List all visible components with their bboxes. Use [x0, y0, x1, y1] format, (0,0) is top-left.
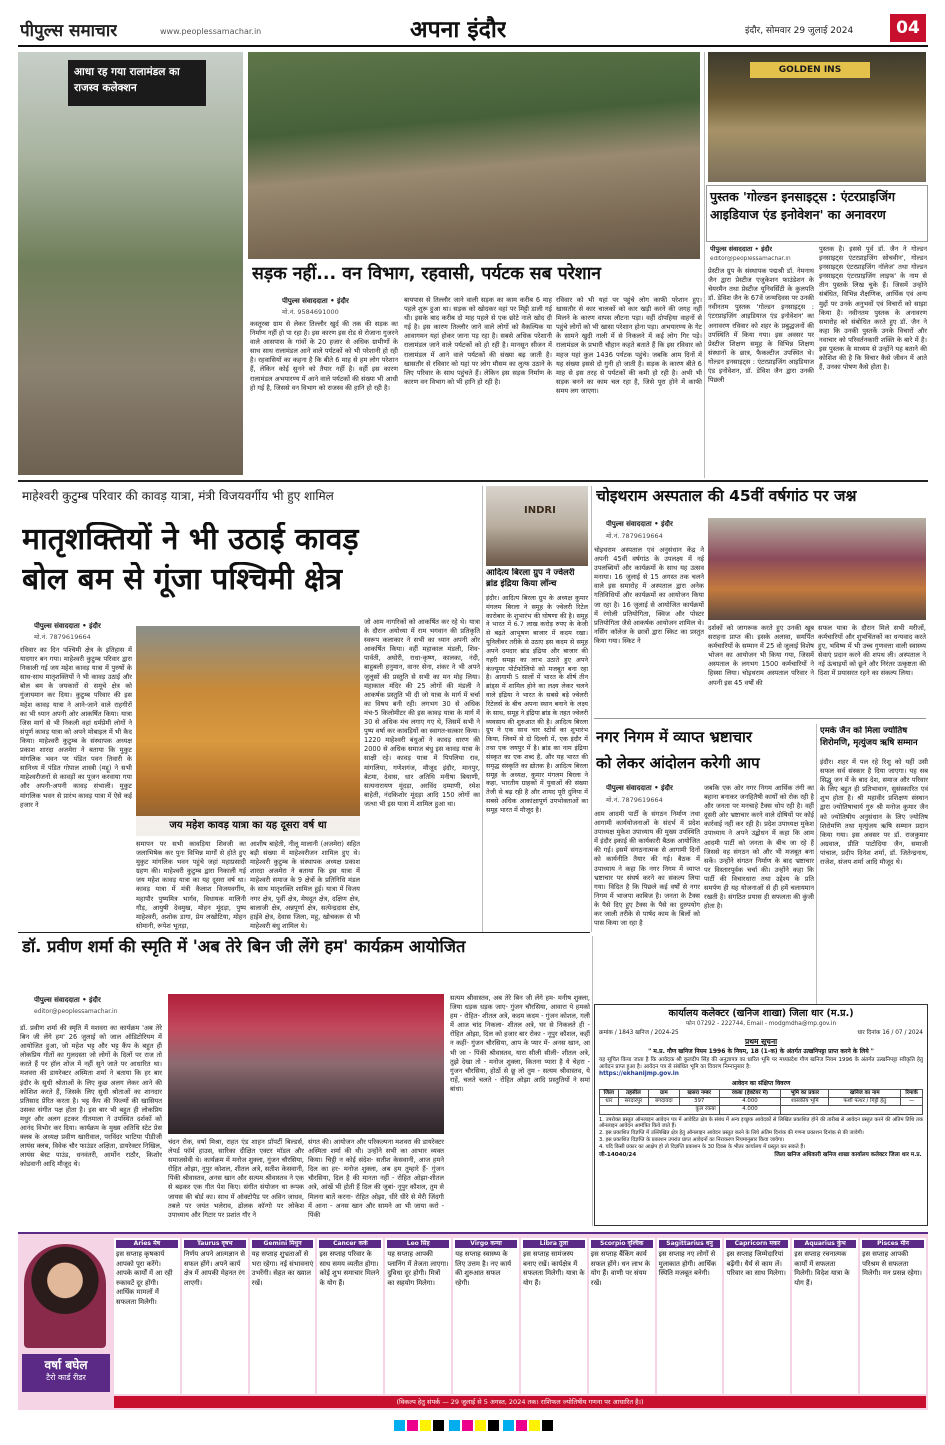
table-header: तहसील — [618, 1089, 648, 1097]
kawad-headline-2: बोल बम से गूंजा पश्चिमी क्षेत्र — [22, 562, 343, 597]
sign-name: मेष — [153, 1240, 161, 1247]
table-header: भूमि का प्रकार — [781, 1089, 829, 1097]
notice-portal-link[interactable]: https://ekhanijmp.gov.in — [599, 1070, 679, 1077]
jewelry-col: इंदौर। आदित्य बिरला ग्रुप के अध्यक्ष कुमार मंगलम बिरला ने समूह के ज्वेलरी रिटेल कारोबार के शुभारंभ की घोषणा की है। समूह ने भारत में 6.7 लाख करोड़ रुपए के केजी से बढ़ते आभूषण बाजार में कदम रखा। यूनिलीवर तरीके से उठाए इस कदम से समूह अपने दमदार ब्रांड इंद्रिया और बाजार की गहरी समझ का लाभ उठाते हुए अपने कंज्यूमर पोर्टफोलियो को मजबूत बना रहा है। आगामी 5 सालों में भारत के शीर्ष तीन ब्रांड्स में शामिल होने का लक्ष्य लेकर चलने वाले इंद्रिया ने भारत के सबसे बड़े ज्वेलरी रिटेलर्स के बीच अपना स्थान बनाने के लक्ष्य के साथ, समूह ने इंद्रिया ब्रांड के तहत ज्वेलरी व्यवसाय की शुरुआत की है। आदित्य बिरला ग्रुप ने एक साथ चार स्टोर्स का शुभारंभ किया, जिनमें से दो दिल्ली में, एक इंदौर में तथा एक जयपुर में है। ब्रांड का नाम इंद्रिया संस्कृत का एक शब्द है, और यह भारत की समृद्ध संस्कृति का द्योतक है। आदित्य बिरला समूह के अध्यक्ष, कुमार मंगलम बिरला ने कहा, भारतीय ग्राहकों में युवाओं की संख्या तेजी से बढ़ रही है और शायद पूरी दुनिया में सबसे अधिक आकांक्षापूर्ण उपभोक्ताओं का समूह भारत में मौजूद है। — [486, 594, 588, 814]
table-header: जिला — [600, 1089, 619, 1097]
table-header: रकबा (हेक्टेयर में) — [719, 1089, 780, 1097]
sign-text: इस सप्ताह नए लोगों से मुलाकात होगी। आर्थिक स्थिति मजबूत बनेगी। — [658, 1250, 717, 1278]
sign-text: इस सप्ताह रचनात्मक कार्यों में सफलता मिलेगी। विदेश यात्रा के योग हैं। — [794, 1250, 850, 1287]
notice-signoff: जिला खनिज अधिकारी खनिज शाखा कार्यालय कलेक्टर जिला धार म.प्र. — [774, 1152, 922, 1159]
sign-name-en: Virgo — [470, 1240, 489, 1247]
kawad-col-a: समापन पर सभी कावड़िया शिवजी का जलाभिषेक कर पुनः विभिन्न मार्गों से होते हुए मुकुट मांगलिक भवन पहुंचे जहां महाप्रसादी ग्रहण की। माहेश्वरी कुटुम्ब द्वारा निकाली गई जय महेश कावड़ यात्रा का यह दूसरा वर्ष था। कावड़ यात्रा में मंत्री कैलाश विजयवर्गीय, महापौर पुष्यमित्र भार्गव, विधायक मालिनी गौड़, आयुषी देवमुख, मोहन मूंदड़ा, पुष्प माहेश्वरी, अशोक डागा, प्रेम लखोटिया, मोहन सोमानी, रूपेश भूतड़ा, — [136, 840, 246, 930]
sign-name-en: Sagittarius — [666, 1240, 704, 1247]
kawad-crowd-photo — [136, 626, 360, 836]
rule-corruption-award — [816, 724, 817, 1004]
sign-name: मिथुन — [289, 1240, 302, 1247]
table-cell: बगदावदा — [649, 1098, 679, 1106]
book-col-1: प्रेस्टीज ग्रुप के संस्थापक पद्मश्री डॉ. नेमनाथ जैन द्वारा प्रेस्टीज एजुकेशन फाउंडेशन के चेयरमैन तथा प्रेस्टीज यूनिवर्सिटी के कुलपति डॉ. डेविश जैन के 67वें जन्मदिवस पर उनकी नवीनतम पुस्तक 'गोल्डन इनसाइट्स : एंटरप्राइजिंग आइडियाज एंड इनोवेशन' का अनावरण रविवार को शहर के प्रबुद्धजनों की उपस्थिति में किया गया। इस अवसर पर प्रेस्टीज शिक्षण समूह के विभिन्न शिक्षण संस्थानों के छात्र, फैकल्टीज उपस्थित थे। गोल्डन इनसाइट्स : एंटरप्राइजिंग आइडियाज एंड इनोवेशन, डॉ. डेविश जैन द्वारा उनकी पिछली — [708, 267, 814, 385]
choithram-byline: पीपुल्स संवाददाता • इंदौर — [606, 520, 673, 528]
choithram-headline: चोइथराम अस्पताल की 45वीं वर्षगांठ पर जश्न — [596, 487, 857, 505]
choithram-col-1: चोइथराम अस्पताल एवं अनुसंधान केंद्र ने अपनी 45वीं वर्षगांठ के उपलक्ष्य में नई उपलब्धियों और कार्यक्रमों के साथ यह उत्सव मनाया। 16 जुलाई से 15 अगस्त तक चलने वाले इस समारोह में अस्पताल द्वारा अनेक गतिविधियों और कार्यक्रमों का आयोजन किया जा रहा है। 16 जुलाई से आयोजित कार्यक्रमों में रंगोली प्रतियोगिता, क्विज और पोस्टर प्रतियोगिता जैसे आकर्षक आयोजन शामिल थे। नर्सिंग कॉलेज के छात्रों द्वारा स्किट का प्रस्तुत किया गया। स्किट ने — [594, 546, 704, 645]
notice-ref: क्रमांक / 1843 खनिज / 2024-25 — [599, 1029, 679, 1036]
sign-text: इस सप्ताह सामंजस्य बनाए रखें। कार्यक्षेत्र में सफलता मिलेगी। यात्रा के योग हैं। — [522, 1250, 585, 1287]
sign-gemini — [250, 1238, 316, 1394]
photo-caption: आधा रह गया रालामंडल का राजस्व कलेक्शन — [74, 66, 180, 94]
photo-caption-box — [68, 60, 206, 106]
kawad-photo-caption: जय महेश कावड़ यात्रा का यह दूसरा वर्ष था — [169, 820, 327, 831]
section-title: अपना इंदौर — [410, 17, 507, 43]
notice-point: 4. यदि किसी प्रकार का आक्षेप हो तो विज्ञप्ति प्रकाशन के 30 दिवस के भीतर कार्यालय में प्रस्तुत कर सकते हैं। — [599, 1143, 806, 1150]
horoscope-strip — [18, 1232, 928, 1410]
table-cell: फर्शी पत्थर / गिट्टी हेतु — [829, 1098, 901, 1106]
sign-name-en: Aquarius — [804, 1240, 835, 1247]
praveen-col-1: डॉ. प्रवीण शर्मा की स्मृति में मशवरा का कार्यक्रम 'अब तेरे बिन जी लेंगे हम' 26 जुलाई को जाल ऑडिटोरियम में आयोजित हुआ, जो महेश भट्ट और भट्ट कैंप के बहुत ही लोकप्रिय गीतों का गुलदस्ता जो लोगों के दिलों पर राज तो करते हैं पर हॉल शोज में नहीं सुने जाते पर आधारित था। मशवरा की डायरेक्टर अस्मिता शर्मा ने बताया कि हर बार इंदौर के सुधी श्रोताओं के लिए कुछ अलग लेकर आने की कोशिश करते हैं, जिसके लिए सुधी श्रोताओं का शानदार प्रतिसाद प्रेरित करता है। भट्ट कैंप की फिल्मों की खासियत उसका संगीत पक्ष होता है। इस बार भी बहुत ही लोकप्रिय मधुर और अलग हटकर गीतमाला ने उपस्थित दर्शकों को आनंद विभोर कर दिया। कार्यक्रम के मुख्य अतिथि स्टेट प्रेस क्लब के अध्यक्ष प्रवीण खारीवाल, परविंदर भाटिया पीडीजी लायंस क्लब, विवेक चौर फाउंडर अक्षिता, डायरेक्टर निखिल, लायंस बेस्ट पाउंड, धनवंतरी, आर्मोन राठौर, किशोर कोडवानी आदि मौजूद थे। — [20, 1024, 162, 1169]
book-byline: पीपुल्स संवाददाता • इंदौर — [710, 245, 773, 253]
sign-leo — [385, 1238, 451, 1394]
table-cell: धार — [600, 1098, 619, 1106]
sign-text: यह सप्ताह शुभ्रताओं से भरा रहेगा। नई संभावनाएं उभरेंगी। सेहत का ख्याल रखें। — [251, 1250, 314, 1287]
astrologer-name: वर्षा बघेल — [44, 1358, 88, 1372]
sign-text: इस सप्ताह आपकी परिश्रम से सफलता मिलेगी। मन प्रसन्न रहेगा। — [862, 1250, 922, 1278]
kawad-byline: पीपुल्स संवाददाता • इंदौर — [34, 622, 101, 630]
table-header: ग्राम — [649, 1089, 679, 1097]
choithram-col-3: सफल यात्रा के दौरान मिले सभी मरीजों, कर्मचारियों और शुभचिंतकों का धन्यवाद करते हुए, भविष्य में भी उच्च गुणवत्ता वाली स्वास्थ्य सेवाएं प्रदान करने की शपथ ली। अस्पताल ने नई ऊंचाइयों को छूने और निरंतर उत्कृष्टता की दिशा में प्रयासरत रहने का संकल्प लिया। — [818, 624, 926, 678]
notice-point: 2. इस प्रकाशित विज्ञप्ति में उल्लिखित क्षेत्र हेतु ऑनलाइन आवेदन प्रस्तुत करने के लिये अंतिम दिनांक की गणना प्रकाशन दिनांक से की जावेगी। — [599, 1130, 864, 1137]
sign-name-en: Pisces — [877, 1240, 899, 1247]
rule-top-fold — [18, 480, 928, 482]
corruption-byline: पीपुल्स संवाददाता • इंदौर — [606, 784, 673, 792]
sign-taurus — [182, 1238, 248, 1394]
notice-points — [599, 1117, 923, 1151]
sign-name: कर्क — [358, 1240, 368, 1247]
horoscope-footer: (विकल्प हेतु संपर्क — 29 जुलाई से 5 अगस्त, 2024 तक। राशिफल ज्योतिषीय गणना पर आधारित है।) — [114, 1396, 926, 1408]
rule-mid — [18, 932, 590, 933]
notice-title: प्रथम सूचना — [744, 1037, 778, 1047]
sign-name: वृषभ — [221, 1240, 233, 1247]
sign-name: कुंभ — [836, 1240, 846, 1247]
award-headline: एमके जैन को मिला ज्योतिष शिरोमणि, मृत्युंजय ऋषि सम्मान — [820, 726, 918, 748]
notice-point: 1. उपरोक्त प्रस्तुत ऑनलाइन आवेदन पत्र में आवेदित क्षेत्र के संबंध में अन्य इच्छुक आवेदकों से लिखित प्रकाशित होने की तारीख से आवेदन प्रस्तुत करने की अंतिम तिथि तक ऑनलाइन आवेदन आमंत्रित किये जाते हैं। — [599, 1116, 923, 1130]
table-cell: 397 — [679, 1098, 719, 1106]
dateline: इंदौर, सोमवार 29 जुलाई 2024 — [745, 26, 854, 36]
kawad-headline-1: मातृशक्तियों ने भी उठाई कावड़ — [22, 522, 359, 557]
kawad-col-1: रविवार का दिन पश्चिमी क्षेत्र के इतिहास में यादगार बन गया। माहेश्वरी कुटुम्ब परिवार द्वारा निकाली गई जय महेश कावड़ यात्रा में पुरुषों के साथ-साथ मातृशक्तियों ने भी कावड़ उठाई और बोल बम के जयकारों से समूचे क्षेत्र को गुंजायमान कर दिया। कुटुम्ब परिवार की इस महेश कावड़ यात्रा ने आने-जाने वाले राहगीरों का भी ध्यान अपनी ओर आकर्षित किया। यात्रा जिस मार्ग से भी निकली वहां धर्मप्रेमी लोगों ने संपूर्ण कावड़ यात्रा को अपने मोबाइल में भी कैद किया। माहेश्वरी कुटुम्ब के संस्थापक अध्यक्ष प्रकाश शारदा अजमेरा ने बताया कि मुकुट मांगलिक भवन पर पंडित पवन तिवारी के सानिध्य में पंडित गोपाल शास्त्री (मद्दू) ने सभी माहेश्वरीजनों से कावड़ों का पूजन करवाया गया और अपनी-अपनी कावड़ संभाली। मुकुट मांगलिक भवन से प्रारंभ कावड़ यात्रा में ऐसे कई हजार ने — [20, 646, 132, 809]
corruption-headline-1: नगर निगम में व्याप्त भ्रष्टाचार — [596, 728, 753, 746]
kawad-kicker: माहेश्वरी कुटुम्ब परिवार की कावड़ यात्रा, मंत्री विजयवर्गीय भी हुए शामिल — [22, 489, 334, 503]
masthead-rule — [18, 45, 928, 47]
page-number: 04 — [890, 14, 926, 42]
table-cell: सरदारपुर — [618, 1098, 648, 1106]
jewelry-caption: आदित्य बिरला ग्रुप ने ज्वेलरी ब्रांड इंद्रिया किया लॉन्च — [486, 568, 575, 590]
sign-text: निर्णय अपने आत्मज्ञान से सफल होंगे। अपने कार्य क्षेत्र में आपकी मेहनत रंग लाएगी। — [183, 1250, 245, 1287]
notice-table — [599, 1089, 923, 1115]
sign-libra — [521, 1238, 587, 1394]
notice-subtitle: " म.प्र. गौण खनिज नियम 1996 के नियम, 18 (1-क) के अंतर्गत उत्खनिपट्टा प्राप्त करने के लिये " — [648, 1047, 874, 1055]
sign-name: धनु — [705, 1240, 713, 1247]
notice-table-header-row — [600, 1089, 923, 1097]
sign-name: कन्या — [490, 1240, 502, 1247]
sign-name-en: Gemini — [263, 1240, 288, 1247]
rahas-byline: पीपुल्स संवाददाता • इंदौर — [282, 297, 349, 305]
rule-kawad-jewelry — [482, 486, 483, 932]
praveen-email: editor@peoplessamachar.in — [34, 1008, 118, 1015]
sign-text: इस सप्ताह परिवार के साथ समय व्यतीत होगा। कोई शुभ समाचार मिलने के योग हैं। — [319, 1250, 380, 1287]
book-col-2: पुस्तक है। इससे पूर्व डॉ. जैन ने गोल्डन इनसाइट्स एंटरप्राइजिंग सोचवीन', गोल्डन इनसाइट्स एंटरप्राइजिंग नॉलेज' तथा गोल्डन इनसाइट्स एंटरप्राइजिंग लाइफ' के नाम से तीन पुस्तकें लिख चुके हैं। जिसमें उन्होंने संबंधित, विभिन्न शैक्षणिक, आर्थिक एवं अन्य मुद्दों पर उनके अनुभवों एवं विचारों को साझा किया है। नवीनतम पुस्तक के अनावरण समारोह को संबोधित करते हुए डॉ. जैन ने कहा कि उनकी पुस्तकें उनके विचारों और नवाचार को परिवर्तनकारी शक्ति के बारे में है। इस पुस्तक के माध्यम से उन्होंने यह बताने की कोशिश की है कि विचार कैसे जीवन में आते हैं, उनका पोषण कैसे होता है। — [819, 245, 927, 372]
table-row — [600, 1098, 923, 1106]
praveen-col-2: चंदन रोक, वर्षा मिश्रा, राहत एंड शाहन प्रॉपर्टी बिल्डर्स, लेपर्ड फॉर्म हाउस, सारिका दीक्षित एक्टर मॉडल और समाजसेवी थे। कार्यक्रम में मनोज शुक्ला, गुंजन चौरसिया, रोहित ओझा, नूपुर कोशल, शीतल अत्रे, सतीश केसवानी, पिंकी श्रीवास्तव, अनस खान और सत्यम श्रीवास्तव ने एक से बढ़कर एक गीत पेश किए। संगीत संयोजन था रूपक जायस की बोर्ड का। साथ में ऑक्टोपैड पर अविन जाधव, तबले पर जयंत भलेराव, ढोलक कॉन्गो पर लोकेश उपाध्याय और गिटार पर प्रशांत गौर ने — [168, 1138, 304, 1219]
corruption-col-1: आम आदमी पार्टी के संगठन निर्माण तथा आगामी कार्ययोजनाओं के संदर्भ में प्रदेश उपाध्यक्ष मुकेश उपाध्याय की मुख्य उपस्थिति में इंदौर इकाई की कार्यकारी बैठक आयोजित की गई। इसमें संगठनात्मक से आगामी दिनों को कार्यनीति तैयार की गई। बैठक में उपाध्याय ने कहा कि नगर निगम में व्याप्त भ्रष्टाचार पर संघर्ष करने का संकल्प लिया गया। विदित है कि पिछले कई वर्षों से नगर निगम में भाजपा काबिज है। जनता के टैक्स के पैसे दिए हुए टैक्स के पैसे का दुरुपयोग कर जाली तरीके से पार्षद काम के बिलों को पास किया जा रहा है — [594, 810, 700, 928]
jewelry-launch-photo — [486, 486, 588, 566]
notice-footer-ref: जी-14040/24 — [599, 1152, 637, 1159]
choithram-mobile: मो.नं. 7879619664 — [606, 532, 663, 540]
table-total-label: कुल रकबा — [600, 1106, 720, 1114]
sign-aries — [114, 1238, 180, 1394]
sign-text: इस सप्ताह जिम्मेदारियां बढ़ेंगी। धैर्य से काम लें। परिवार का साथ मिलेगा। — [726, 1250, 786, 1278]
book-headline-box — [706, 185, 928, 242]
brand-logo: पीपुल्स समाचार — [20, 21, 118, 41]
rahas-col-1: कस्तूरबा ग्राम से लेकर तिल्लौर खुर्द की तक की सड़क का निर्माण नहीं हो पा रहा है। इस कारण इस रोड से रोजाना गुजरने वाले आसपास के गांवों के 20 हजार से अधिक ग्रामीणों के साथ साथ रालामंडल आने वाले पर्यटकों को भी परेशानी हो रही है। रहवासियों का कहना है कि बीते 6 माह से हम लोग परेशान हैं, लेकिन कोई सुनने को तैयार नहीं है। वहीं इस कारण रालामंडल अभयारण्य में आने वाले पर्यटकों की संख्या भी आधी हो गई है, जिससे वन विभाग को राजस्व की हानि हो रही है। — [250, 320, 398, 392]
sign-name: मीन — [900, 1240, 909, 1247]
corruption-col-2: जबकि एक ओर नगर निगम आर्थिक तंगी का बहाना बनाकर जनहितैषी कार्यों को रोक रही है और जनता पर मनचाहे टैक्स थोप रही है। वहीं दूसरी ओर भ्रष्टाचार करने वाले दोषियों पर कोई कार्रवाई नहीं कर रही है। प्रदेश उपाध्यक्ष मुकेश उपाध्याय ने अपने उद्बोधन में कहा कि आम आदमी पार्टी को जनता के बीच जा रहे हैं जिससे वह संगठन को और भी मजबूत बना सकें। उन्होंने संगठन निर्माण के बाद भ्रष्टाचार पर विस्तारपूर्वक चर्चा की। उन्होंने कहा कि पार्टी की विचारधारा तथा उद्देश्य के प्रति समर्पण ही यह योजनाओं से ही हमें चलायमान रखती है। संगठित प्रयास ही सफलता की कुंजी होता है। — [704, 784, 814, 911]
sign-name-en: Scorpio — [600, 1240, 626, 1247]
kawad-photo-caption-box — [136, 816, 360, 836]
table-header: खसरा नम्बर — [679, 1089, 719, 1097]
praveen-event-photo — [168, 994, 444, 1134]
rahas-col-3: रविवार को भी यहां पर पहुंचे लोग काफी परेशान हुए। खासतौर से कार चालकों को कार खड़ी करने की जगह नहीं मिलने के कारण वापस लौटना पड़ा। वहीं दोपहिया वाहनों से पहुंचे लोगों को भी खासा परेशान होना पड़ा। अभयारण्य के गेट के सामने खुदी नाली में से निकलने में कई लोग गिर पड़े। रालामंडल के प्रभारी चौहान कहते बताते हैं कि इस रविवार को महज यहां कुल 1436 पर्यटक पहुंचे। जबकि आम दिनों में यह संख्या इससे दो गुनी हो जाती है। सड़क के कारण बीते 6 माह से इस तरह से पर्यटकों की कमी हो रही है। अभी भी सड़क बनने का काम चल रहा है, जिसे पूरा होने में काफी समय लग जाएगा। — [556, 296, 702, 395]
notice-office: कार्यालय कलेक्टर (खनिज शाखा) जिला धार (म.प्र.) — [668, 1008, 854, 1019]
astrologer-portrait — [24, 1244, 106, 1348]
sign-capricorn — [724, 1238, 790, 1394]
sign-sagittarius — [657, 1238, 723, 1394]
sign-name: वृश्चिक — [627, 1240, 644, 1247]
sign-name: तुला — [559, 1240, 569, 1247]
notice-point: 3. इस प्रकाशित विज्ञप्ति के प्रकाशन उपरांत प्राप्त आवेदनों का निराकरण नियमानुसार किया जावेगा। — [599, 1136, 785, 1143]
rule-choithram-bottom — [594, 718, 926, 719]
sign-name-en: Leo — [406, 1240, 419, 1247]
kawad-col-2: जो आम नागरिकों को आकर्षित कर रहे थे। यात्रा के दौरान अयोध्या में राम भगवान की प्रतिकृति स्वरूप कलाकार ने सभी का ध्यान अपनी ओर आकर्षित किया। वहीं महाकाल मंडली, शिव-पार्वती, अघोरी, राधा-कृष्ण, कालका, नंदी, बाहुबली हनुमान, वानर सेना, शंकर ने भी अपने जुलूसों की प्रस्तुति से सभी का मन मोह लिया। महाकाल मंदिर की 25 लोगों की मंडली ने आकर्षक प्रस्तुति भी दी जो यात्रा के मार्ग में चर्चा का विषय बनी रही। लगभग 30 से अधिक मंच-5 किलोमीटर की इस कावड़ यात्रा के मार्ग में 30 से अधिक मंच लगाए गए थे, जिसमें सभी ने पुष्प वर्षा कर कावड़ियों का स्वागत-सत्कार किया। 1220 माहेश्वरी बंधुओं ने कावड़ धारण की 2000 से अधिक समाज बंधु इस कावड़ यात्रा के साक्षी रहे। कावड़ यात्रा में पिपलिया राव, मांगलिया, गणेशगंज, मौजूद इंदौर, मानपुर, बेटमा, देवास, धार अतिथि मनीषा बियाणी, सत्यनारायण मूंदड़ा, अरविंद दम्माणी, रमेश बाहेती, नंदकिशोर मूंदड़ा आदि 150 लोगों का जत्था भी इस यात्रा में शामिल हुआ था। — [364, 618, 480, 808]
notice-table-caption: आवेदन का संक्षिप्त विवरण — [731, 1079, 791, 1087]
sign-text: इस सप्ताह कृषकार्य आपको पूरा करेंगे। आपके कार्यों में आ रही रुकावटें दूर होंगी। आर्थिक मामलों में सफलता मिलेगी। — [116, 1250, 173, 1306]
mining-notice — [594, 1004, 928, 1226]
sign-scorpio — [589, 1238, 655, 1394]
rahas-headline: सड़क नहीं... वन विभाग, रहवासी, पर्यटक सब परेशान — [252, 264, 601, 284]
sign-name-en: Aries — [133, 1240, 151, 1247]
sign-text: इस सप्ताह बैंकिंग कार्य सफल होंगे। धन लाभ के योग हैं। वाणी पर संयम रखें। — [590, 1250, 650, 1287]
table-total-value: 4.000 — [719, 1106, 780, 1114]
sign-aquarius — [792, 1238, 858, 1394]
sign-cancer — [317, 1238, 383, 1394]
book-email: editor@peoplessamachar.in — [710, 256, 791, 262]
praveen-byline: पीपुल्स संवाददाता • इंदौर — [34, 996, 101, 1004]
sign-pisces — [860, 1238, 926, 1394]
sign-text: यह सप्ताह आपकी प्लानिंग में तेजता लाएगा। दुविधा दूर होगी। मित्रों का सहयोग मिलेगा। — [387, 1250, 449, 1287]
rahas-mobile: मो.नं. 9584691000 — [282, 308, 339, 316]
road-photo-center — [248, 52, 700, 259]
golden-banner: GOLDEN INS — [750, 62, 870, 78]
choithram-celebration-photo — [708, 518, 926, 620]
kawad-mobile: मो.नं. 7879619664 — [34, 633, 91, 641]
table-cell: शासकीय भूमि — [781, 1098, 829, 1106]
sign-virgo — [453, 1238, 519, 1394]
praveen-col-4: सत्यम श्रीवास्तव, अब तेरे बिन जी लेंगे हम- मनीष शुक्ला, जिया धड़क धड़क जाए- गुंजन चौरसिया, आवारा ये हमको हम - रोहित- शीतल अत्रे, कदम कदम - गुंजन कोशल, गली में आज चांद निकला- शीतल अत्रे, घर से निकलते ही - रोहित ओझा, दिल को हजार बार रोका - नूपुर कौशल, कहीं न कहीं- गुंजन चौरसिया, आप के प्यार में- अनस खान, आ भी जा - पिंकी श्रीवास्तव, यारा सीली सीली- शीतल अत्रे, तुझे देखा तो - मनोज शुक्ला, कितना प्यारा है ये चेहरा - गुंजन चौरसिया, होठों से छू लो तुम - सत्यम श्रीवास्तव, ये राहें, चलते चलते - रोहित ओझा आदि प्रस्तुतियों ने समां बांधा। — [450, 994, 590, 1093]
registration-marks — [300, 1420, 645, 1436]
astrologer-name-box — [22, 1354, 110, 1392]
table-cell: 4.000 — [719, 1098, 780, 1106]
corruption-headline-2: को लेकर आंदोलन करेगी आप — [596, 754, 760, 772]
astrologer-title: टैरो कार्ड रीडर — [46, 1373, 86, 1383]
rule-jewelry-choithram — [591, 486, 592, 932]
rahas-col-2: बायपास से तिल्लौर जाने वाली सड़क का काम करीब 6 माह पहले शुरू हुआ था। सड़क को खोदकर वहां पर मिट्टी डाली गई थी। इसके बाद करीब दो माह पहले से एक छोटे नाले खोद दी गई है। इस कारण तिल्लौर जाने वाले लोगों को वैकल्पिक या आवागमन यहां होकर जाना पड़ रहा है। सबसे अधिक परेशानी रालामंडल जाने वाले पर्यटकों को हो रही है। मानसून सीजन में रालामंडल में आने वाले पर्यटकों की संख्या बढ़ जाती है। खासतौर से रविवार को यहां पर लोग मौसम का लुत्फ उठाने के लिए परिवार के साथ पहुंचते हैं। लेकिन इस सड़क निर्माण के कारण वन विभाग को भी हानि हो रही है। — [404, 296, 552, 386]
praveen-col-3: संगत की। आयोजन और परिकल्पना मशवरा की डायरेक्टर अस्मिता शर्मा की थी। उन्होंने सभी का आभार व्यक्त किया। चिट्ठी न कोई संदेश- सतीश केसवानी, आज हमने दिल का हर- मनोज शुक्ला, अब हम तुम्हारे हैं- गुंजन चौरसिया, दिल है की मानता नहीं - रोहित ओझा-शीतल अत्रे, आंखें भी होती हैं दिल की जुबां- नूपुर कौशल, तुम से मिलना बातें करना- रोहित ओझा, धीरे धीरे से मेरी जिंदगी में आना - अनस खान और सामने आ भी जाया करो - पिंकी — [308, 1138, 444, 1219]
rule-praveen-notice — [592, 936, 593, 1226]
sign-name: मकर — [769, 1240, 781, 1247]
sign-text: यह सप्ताह स्वास्थ्य के लिए उत्तम है। नए कार्य की शुरुआत सफल रहेगी। — [455, 1250, 512, 1287]
sign-name-en: Capricorn — [734, 1240, 768, 1247]
book-headline: पुस्तक 'गोल्डन इनसाइट्स : एंटरप्राइजिंग आइडियाज एंड इनोवेशन' का अनावरण — [710, 189, 896, 222]
sign-name-en: Cancer — [333, 1240, 357, 1247]
table-total-row — [600, 1106, 923, 1114]
road-photo-left — [18, 52, 243, 475]
rule-rahas-book — [704, 52, 705, 478]
sign-grid — [114, 1238, 926, 1394]
book-launch-photo — [708, 52, 926, 182]
website-url: www.peoplessamachar.in — [160, 27, 262, 36]
sign-name: सिंह — [420, 1240, 430, 1247]
table-header: रिमार्क — [901, 1089, 923, 1097]
choithram-col-2: दर्शकों को जागरूक करते हुए उनकी खूब सराहना प्राप्त की। इसके अलावा, समर्पित कर्मचारियों के सम्मान में 25 वो जुलाई विशेष भोजन का आयोजन भी किया गया, जिसमें अस्पताल के लगभग 1500 कर्मचारियों ने हिस्सा लिया। चोइथराम अस्पताल परिवार ने अपनी इस 45 वर्षों की — [708, 624, 814, 687]
table-cell: — — [901, 1098, 923, 1106]
masthead — [0, 0, 945, 52]
notice-intro: यह सूचित किया जाता है कि आवेदक श्री कुलदीप सिंह की अनुज्ञापत्र का धारित भूमि पर मध्यप्रदेश गौण खनिज नियम 1996 के अंतर्गत उत्खनिपट्टा स्वीकृति हेतु आवेदन प्राप्त हुआ है। आवेदन पत्र से संबंधित भूमि का विवरण निम्नानुसार है: — [599, 1056, 923, 1070]
notice-contact: फोन 07292 - 222744, Email - modgmdha@mp.gov.in — [685, 1020, 837, 1027]
award-col: इंदौर। शहर में पल रहे रिशु को यहीं उसी सफल सर्व संस्कार है दिया जाएगा। यह सब सिद्धू जन में के बाद देश, समाज और परिवार के लिए बहुत ही प्रतिभावान, सुसंस्कारित एवं शुभ होता है। श्री महावीर प्रशिक्षण संस्थान द्वारा ज्योतिषाचार्य गुरु श्री मनोज कुमार जैन को ज्योतिषीय अनुसंधान के लिए ज्योतिष शिरोमणि तथा मृत्युंजय ऋषि सम्मान प्रदान किया गया। इस अवसर पर डॉ. राजकुमार अग्रवाल, प्रीति पाटोदिया जैन, समाजी पांचाल, प्रदीप दिनेश शर्मा, डॉ. जितेन्द्रनाथ, राजेश, संजय शर्मा आदि मौजूद थे। — [820, 758, 928, 867]
praveen-headline: डॉ. प्रवीण शर्मा की स्मृति में 'अब तेरे बिन जी लेंगे हम' कार्यक्रम आयोजित — [22, 937, 466, 956]
notice-date: धार दिनांक 16 / 07 / 2024 — [857, 1029, 923, 1036]
sign-name-en: Taurus — [196, 1240, 220, 1247]
kawad-col-b: आशीष बाहेती, नीलू मालानी (अजमेरा) सहित बड़ी संख्या में माहेश्वरीजन शामिल हुए थे। माहेश्वरी कुटुम्ब के संस्थापक अध्यक्ष प्रकाश शारदा अजमेरा ने बताया कि इस यात्रा में माहेश्वरी समाज के 9 क्षेत्रों के प्रतिनिधि मंडल के साथ मातृशक्ति शामिल हुई। यात्रा में विजय नगर क्षेत्र, पूर्वी क्षेत्र, मेघदूत क्षेत्र, दक्षिण क्षेत्र, बालाजी क्षेत्र, अन्नपूर्णा क्षेत्र, सत्येन्द्रदास क्षेत्र, हाईवे क्षेत्र, देवास जिला, महू, खोचकरू से भी माहेश्वरी बंधु शामिल थे। — [250, 840, 360, 930]
corruption-mobile: मो.नं. 7879619664 — [606, 796, 663, 804]
table-header: खनिज का नाम — [829, 1089, 901, 1097]
indriya-logo: INDRI — [524, 505, 556, 516]
sign-name-en: Libra — [539, 1240, 557, 1247]
